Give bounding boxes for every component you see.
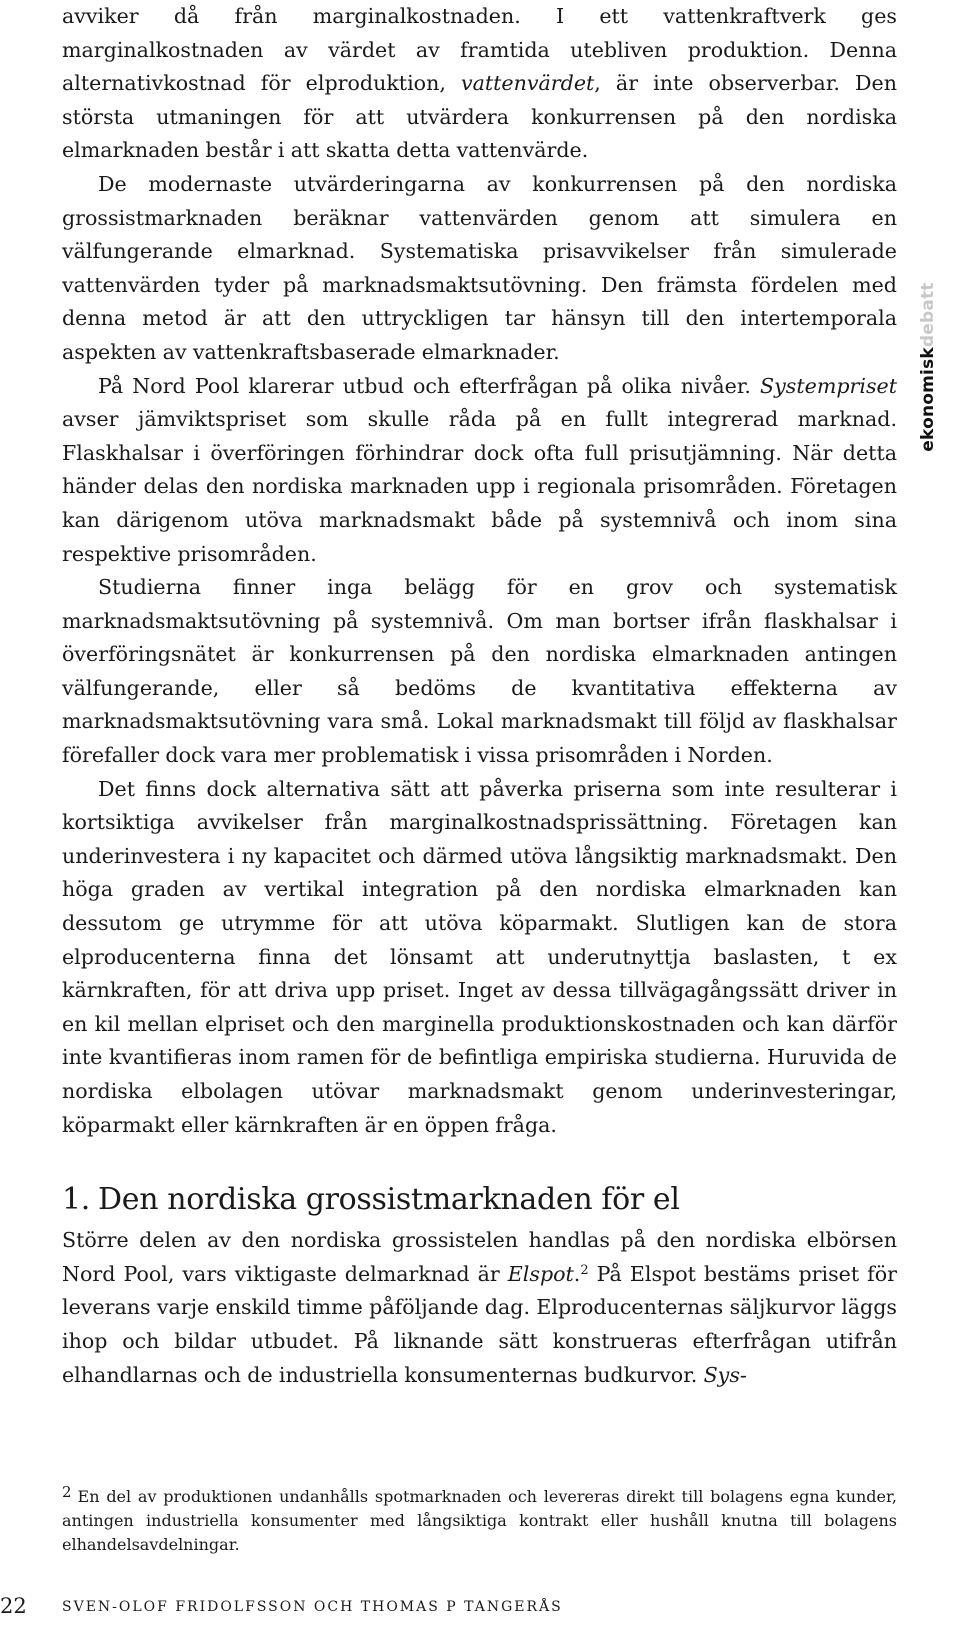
journal-logo-vertical: ekonomiskdebatt (918, 282, 938, 452)
running-head-authors: SVEN-OLOF FRIDOLFSSON OCH THOMAS P TANGERÅS (62, 1599, 563, 1615)
term-systempriset: Systempriset (760, 373, 897, 398)
footnote-reference[interactable]: 2 (580, 1262, 589, 1278)
main-text-column (62, 0, 897, 1392)
term-elspot: Elspot (507, 1261, 574, 1286)
paragraph-5: Det finns dock alternativa sätt att påverka priserna som inte resulterar i kortsiktiga avvikelser från marginalkostnadsprissättning. Företagen kan underinvestera i ny kapacitet och därmed utöva långsiktig marknadsmakt. Den höga graden av vertikal integration på den nordiska elmarknaden kan dessutom ge utrymme för att utöva köparmakt. Slutligen kan de stora elproducenterna finna det lönsamt att underutnyttja baslasten, t ex kärnkraften, för att driva upp priset. Inget av dessa tillvägagångssätt driver in en kil mellan elpriset och den marginella produktionskostnaden och kan därför inte kvantifieras inom ramen för de befintliga empiriska studierna. Huruvida de nordiska elbolagen utövar marknadsmakt genom underinvesteringar, köparmakt eller kärnkraften är en öppen fråga. (62, 776, 897, 1137)
section-number: 1. (62, 1182, 91, 1218)
section-heading (62, 1180, 897, 1220)
footnote-block (62, 1485, 897, 1557)
footnote-text: En del av produktionen undanhålls spotmarknaden och levereras direkt till bolagens egna kunder, antingen industriella konsumenter med långsiktiga kontrakt eller hushåll knutna till bolagens elhandelsavdelningar. (62, 1487, 897, 1554)
footnote-number: 2 (62, 1483, 72, 1501)
term-vattenvardet: vattenvärdet (460, 71, 595, 96)
page-number: 22 (0, 1594, 27, 1618)
footnote (62, 1485, 897, 1557)
paragraph-3: På Nord Pool klarerar utbud och efterfrågan på olika nivåer. Systempriset avser jämviktspriset som skulle råda på en fullt integrerad marknad. Flaskhalsar i överföringen förhindrar dock ofta full prisutjämning. När detta händer delas den nordiska marknaden upp i regionala prisområden. Företagen kan därigenom utöva marknadsmakt både på systemnivå och inom sina respektive prisområden. (62, 373, 897, 566)
paragraph-2: De modernaste utvärderingarna av konkurrensen på den nordiska grossistmarknaden beräknar vattenvärden genom att simulera en välfungerande elmarknad. Systematiska prisavvikelser från simulerade vattenvärden tyder på marknadsmaktsutövning. Den främsta fördelen med denna metod är att den uttryckligen tar hänsyn till den intertemporala aspekten av vattenkraftsbaserade elmarknader. (62, 171, 897, 364)
section-title: Den nordiska grossistmarknaden för el (98, 1182, 680, 1218)
paragraph-6: Större delen av den nordiska grossistelen handlas på den nordiska elbörsen Nord Pool, vars viktigaste delmarknad är Elspot.$^2$ På Elspot bestäms priset för leverans varje enskild timme påföljande dag. Elproducenternas säljkurvor läggs ihop och bildar utbudet. På liknande sätt konstrueras efterfrågan utifrån elhandlarnas och de industriella konsumenternas budkurvor. Sys- (62, 1228, 898, 1387)
paragraph-4: Studierna finner inga belägg för en grov och systematisk marknadsmaktsutövning på systemnivå. Om man bortser ifrån flaskhalsar i överföringsnätet är konkurrensen på den nordiska elmarknaden antingen välfungerande, eller så bedöms de kvantitativa effekterna av marknadsmaktsutövning vara små. Lokal marknadsmakt till följd av flaskhalsar förefaller dock vara mer problematisk i vissa prisområden i Norden. (62, 575, 897, 768)
paragraph-1: avviker då från marginalkostnaden. I ett vattenkraftverk ges marginalkostnaden av värdet av framtida utebliven produktion. Denna alternativkostnad för elproduktion, vattenvärdet, är inte observerbar. Den största utmaningen för att utvärdera konkurrensen på den nordiska elmarknaden består i att skatta detta vattenvärde. (62, 4, 897, 163)
